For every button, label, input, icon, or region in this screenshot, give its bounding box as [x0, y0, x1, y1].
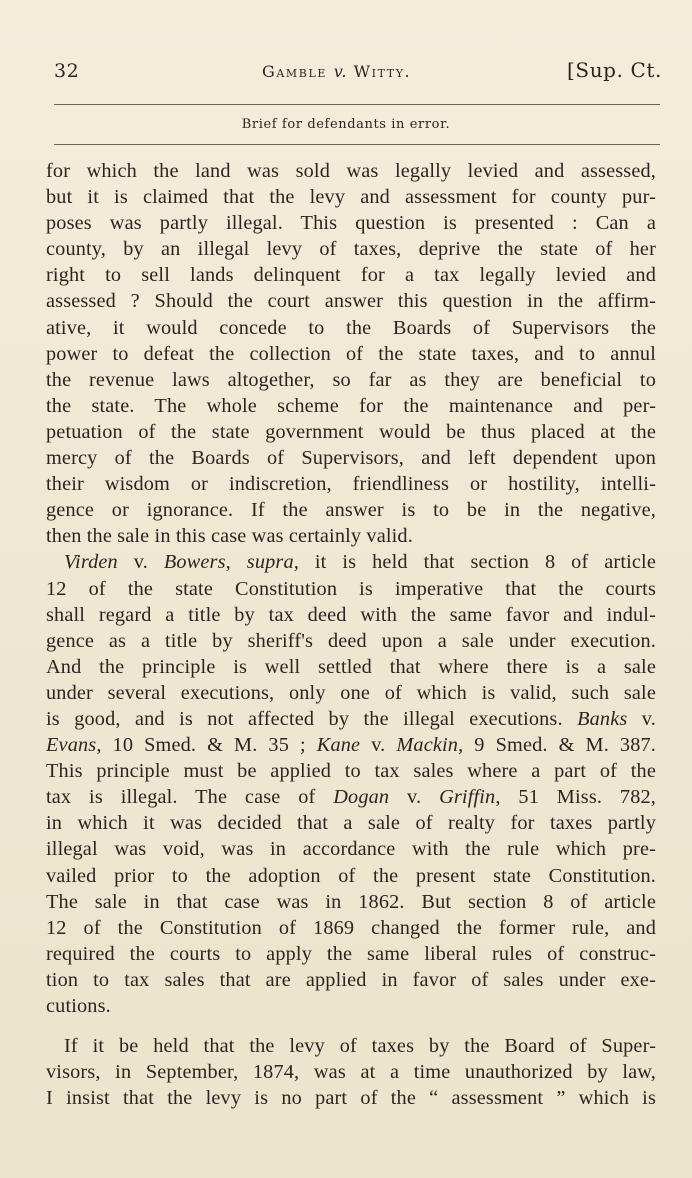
text-line: shall regard a title by tax deed with the same favor and indul- [46, 603, 656, 626]
header-rule-top [54, 104, 660, 105]
text-line: power to defeat the collection of the state taxes, and to annul [46, 342, 656, 365]
text-line: ative, it would concede to the Boards of Supervisors the [46, 316, 656, 339]
brief-label: Brief for defendants in error. [241, 117, 451, 132]
text-line: the revenue laws altogether, so far as they are beneficial to [46, 368, 656, 391]
text-line: Evans, 10 Smed. & M. 35 ; Kane v. Mackin, 9 Smed. & M. 387. [46, 734, 656, 757]
text-line: but it is claimed that the levy and assessment for county pur- [46, 186, 656, 209]
case-name: Griffin [439, 786, 496, 809]
text-line: tax is illegal. The case of Dogan v. Griffin, 51 Miss. 782, [46, 786, 656, 809]
header-rule-bottom [54, 144, 660, 145]
case-name: Mackin [396, 734, 459, 757]
text-line: Virden v. Bowers, supra, it is held that section 8 of article [64, 551, 656, 574]
paragraph-gap [46, 1019, 656, 1033]
running-head [54, 58, 662, 90]
text-line: And the principle is well settled that where there is a sale [46, 655, 656, 678]
case-name: Kane [316, 734, 361, 757]
text-line: gence as a title by sheriff's deed upon a sale under execution. [46, 629, 656, 652]
text-line: poses was partly illegal. This question is presented : Can a [46, 212, 656, 235]
text-line: mercy of the Boards of Supervisors, and left dependent upon [46, 447, 656, 470]
text-line: I insist that the levy is no part of the “ assessment ” which is [46, 1087, 656, 1110]
text-line: county, by an illegal levy of taxes, deprive the state of her [46, 238, 656, 261]
case-name: Dogan [333, 786, 390, 809]
text-line: for which the land was sold was legally levied and assessed, [46, 160, 656, 182]
case-name: Evans [46, 734, 97, 757]
case-title-right: Witty. [353, 62, 412, 81]
text-line: tion to tax sales that are applied in favor of sales under exe- [46, 968, 656, 991]
text-line: under several executions, only one of which is valid, such sale [46, 681, 656, 704]
text-line: illegal was void, was in accordance with the rule which pre- [46, 838, 656, 861]
text-line: 12 of the state Constitution is imperative that the courts [46, 577, 656, 600]
case-name: Banks [577, 707, 628, 730]
text-line: petuation of the state government would be thus placed at the [46, 420, 656, 443]
text-line: This principle must be applied to tax sales where a part of the [46, 760, 656, 783]
text-line: required the courts to apply the same liberal rules of construc- [46, 942, 656, 965]
text-line: cutions. [46, 995, 111, 1017]
text-line: is good, and is not affected by the illegal executions. Banks v. [46, 707, 656, 730]
text-line: their wisdom or indiscretion, friendliness or hostility, intelli- [46, 473, 656, 496]
case-title [262, 62, 411, 81]
text-line: The sale in that case was in 1862. But section 8 of article [46, 890, 656, 913]
case-title-v: v. [333, 62, 347, 81]
text-line: assessed ? Should the court answer this question in the affirm- [46, 290, 656, 313]
text-line: then the sale in this case was certainly valid. [46, 525, 413, 548]
case-name: Virden [64, 551, 118, 574]
text-line: gence or ignorance. If the answer is to be in the negative, [46, 499, 656, 522]
page-number: 32 [54, 60, 80, 82]
body-text [46, 158, 656, 1111]
text-line: the state. The whole scheme for the maintenance and per- [46, 394, 656, 417]
text-line: visors, in September, 1874, was at a time unauthorized by law, [46, 1061, 656, 1084]
case-name: Bowers, [163, 551, 231, 574]
text-line: right to sell lands delinquent for a tax legally levied and [46, 264, 656, 287]
case-title-left: Gamble [262, 62, 328, 81]
text-line: in which it was decided that a sale of realty for taxes partly [46, 812, 656, 835]
text-line: 12 of the Constitution of 1869 changed the former rule, and [46, 916, 656, 939]
court-label: [Sup. Ct. [567, 58, 662, 82]
text-line: vailed prior to the adoption of the present state Constitution. [46, 864, 656, 887]
text-line: If it be held that the levy of taxes by the Board of Super- [64, 1035, 656, 1058]
